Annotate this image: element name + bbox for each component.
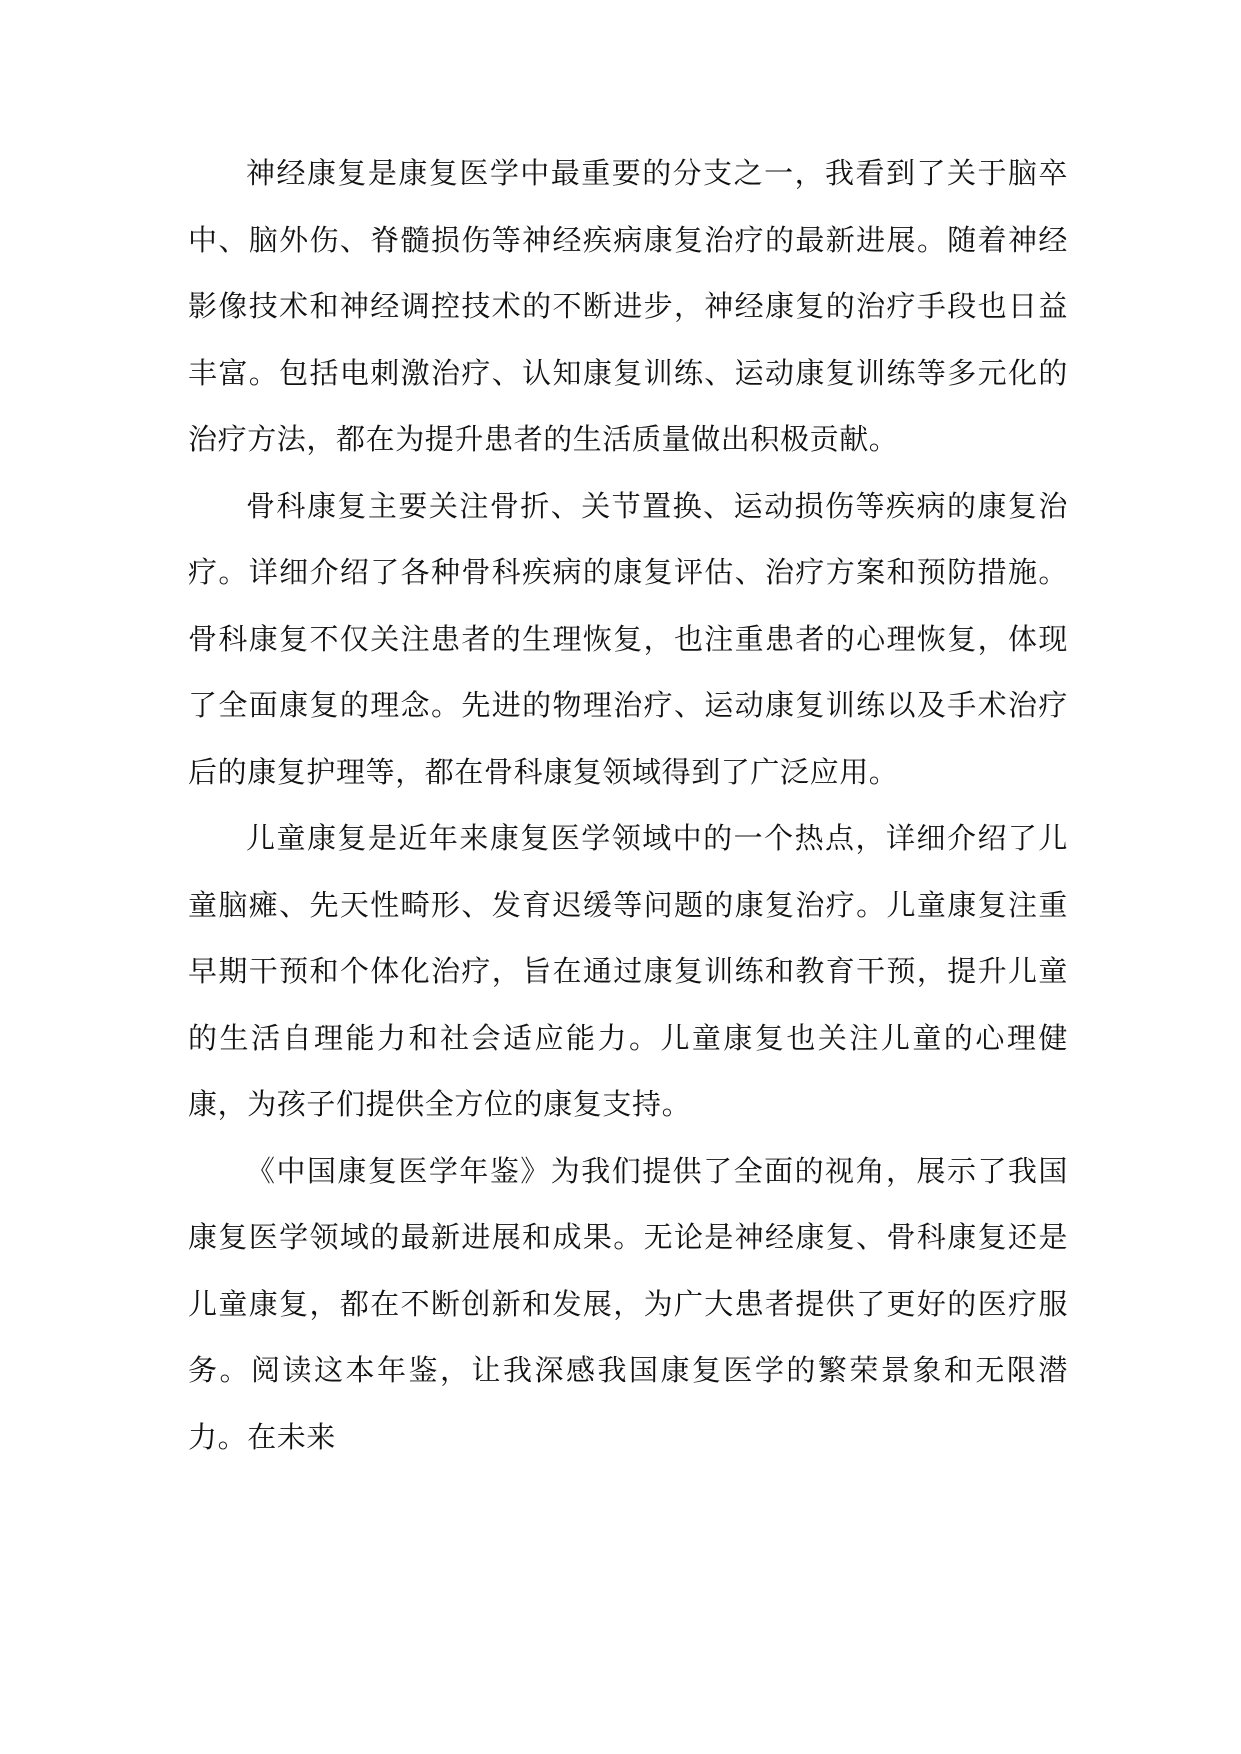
paragraph-neuro-rehab: 神经康复是康复医学中最重要的分支之一，我看到了关于脑卒中、脑外伤、脊髓损伤等神经疾病康复治疗的最新进展。随着神经影像技术和神经调控技术的不断进步，神经康复的治疗手段也日益丰富。包括电刺激治疗、认知康复训练、运动康复训练等多元化的治疗方法，都在为提升患者的生活质量做出积极贡献。	[188, 156, 1068, 456]
paragraph-ortho-rehab: 骨科康复主要关注骨折、关节置换、运动损伤等疾病的康复治疗。详细介绍了各种骨科疾病的康复评估、治疗方案和预防措施。骨科康复不仅关注患者的生理恢复，也注重患者的心理恢复，体现了全面康复的理念。先进的物理治疗、运动康复训练以及手术治疗后的康复护理等，都在骨科康复领域得到了广泛应用。	[188, 488, 1068, 789]
document-body	[188, 140, 1068, 1470]
paragraph-yearbook-summary: 《中国康复医学年鉴》为我们提供了全面的视角，展示了我国康复医学领域的最新进展和成果。无论是神经康复、骨科康复还是儿童康复，都在不断创新和发展，为广大患者提供了更好的医疗服务。阅读这本年鉴，让我深感我国康复医学的繁荣景象和无限潜力。在未来	[188, 1153, 1068, 1454]
paragraph-pediatric-rehab: 儿童康复是近年来康复医学领域中的一个热点，详细介绍了儿童脑瘫、先天性畸形、发育迟缓等问题的康复治疗。儿童康复注重早期干预和个体化治疗，旨在通过康复训练和教育干预，提升儿童的生活自理能力和社会适应能力。儿童康复也关注儿童的心理健康，为孩子们提供全方位的康复支持。	[188, 821, 1068, 1121]
